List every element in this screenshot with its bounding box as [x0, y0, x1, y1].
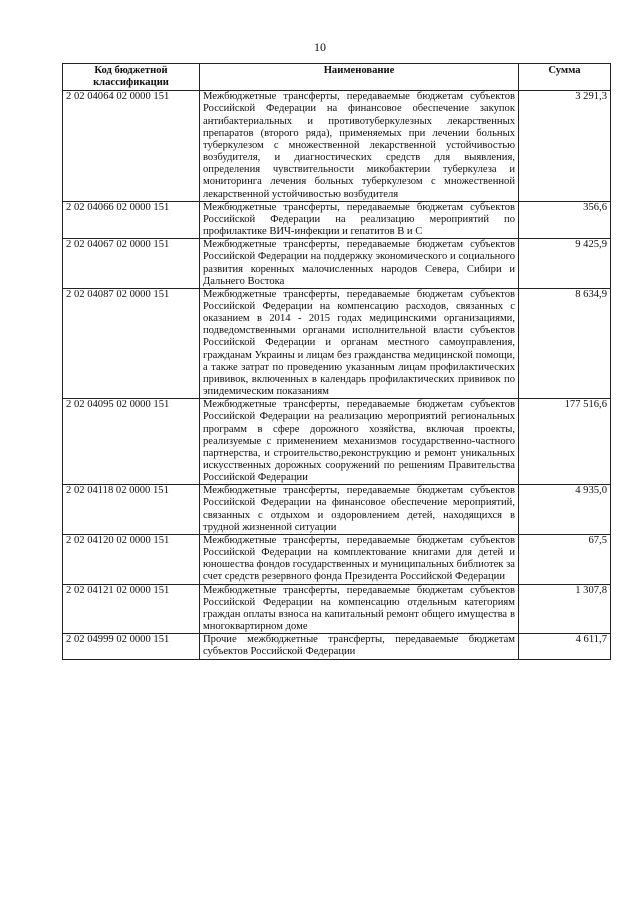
row-sum: 4 935,0	[519, 485, 611, 535]
header-code: Код бюджетной классификации	[63, 64, 200, 91]
table-row	[63, 534, 611, 584]
table-row	[63, 634, 611, 659]
row-sum: 356,6	[519, 201, 611, 238]
row-name: Межбюджетные трансферты, передаваемые бюджетам субъектов Российской Федерации на поддержку экономического и социального развития коренных малочисленных народов Севера, Сибири и Дальнего Востока	[200, 239, 519, 289]
row-code: 2 02 04067 02 0000 151	[63, 239, 200, 289]
table-header-row	[63, 64, 611, 91]
row-code: 2 02 04064 02 0000 151	[63, 91, 200, 201]
header-sum: Сумма	[519, 64, 611, 91]
row-name: Межбюджетные трансферты, передаваемые бюджетам субъектов Российской Федерации на компенсацию расходов, связанных с оказанием в 2014 - 2015 годах медицинскими организациями, подведомственными органами исполнительной власти субъектов Российской Федерации и органам местного самоуправления, гражданам Украины и лицам без гражданства медицинской помощи, а также затрат по проведению указанным лицам профилактических прививок, включенных в календарь профилактических прививок по эпидемическим показаниям	[200, 288, 519, 398]
row-code: 2 02 04118 02 0000 151	[63, 485, 200, 535]
page-number: 10	[314, 40, 326, 54]
row-sum: 8 634,9	[519, 288, 611, 398]
row-code: 2 02 04095 02 0000 151	[63, 399, 200, 485]
row-code: 2 02 04120 02 0000 151	[63, 534, 200, 584]
row-name: Прочие межбюджетные трансферты, передаваемые бюджетам субъектов Российской Федерации	[200, 634, 519, 659]
table-row	[63, 201, 611, 238]
header-name: Наименование	[200, 64, 519, 91]
row-sum: 4 611,7	[519, 634, 611, 659]
row-code: 2 02 04087 02 0000 151	[63, 288, 200, 398]
row-name: Межбюджетные трансферты, передаваемые бюджетам субъектов Российской Федерации на компенсацию отдельным категориям граждан оплаты взноса на капитальный ремонт общего имущества в многоквартирном доме	[200, 584, 519, 634]
table-row	[63, 91, 611, 201]
row-sum: 67,5	[519, 534, 611, 584]
table-row	[63, 485, 611, 535]
row-code: 2 02 04066 02 0000 151	[63, 201, 200, 238]
row-name: Межбюджетные трансферты, передаваемые бюджетам субъектов Российской Федерации на финансовое обеспечение закупок антибактериальных и противотуберкулезных лекарственных препаратов (второго ряда), применяемых при лечении больных туберкулезом с множественной лекарственной устойчивостью возбудителя, и диагностических средств для выявления, определения чувствительности микобактерии туберкулеза и мониторинга лечения больных туберкулезом с множественной лекарственной устойчивостью возбудителя	[200, 91, 519, 201]
table-row	[63, 584, 611, 634]
row-name: Межбюджетные трансферты, передаваемые бюджетам субъектов Российской Федерации на реализацию мероприятий по профилактике ВИЧ-инфекции и гепатитов В и С	[200, 201, 519, 238]
budget-table	[62, 63, 611, 660]
table-row	[63, 239, 611, 289]
row-sum: 177 516,6	[519, 399, 611, 485]
row-name: Межбюджетные трансферты, передаваемые бюджетам субъектов Российской Федерации на реализацию мероприятий региональных программ в сфере дорожного хозяйства, включая проекты, реализуемые с применением механизмов государственно-частного партнерства, и строительство,реконструкцию и ремонт уникальных искусственных дорожных сооружений по решениям Правительства Российской Федерации	[200, 399, 519, 485]
row-code: 2 02 04121 02 0000 151	[63, 584, 200, 634]
row-sum: 9 425,9	[519, 239, 611, 289]
table-row	[63, 288, 611, 398]
table-row	[63, 399, 611, 485]
row-name: Межбюджетные трансферты, передаваемые бюджетам субъектов Российской Федерации на финансовое обеспечение мероприятий, связанных с отдыхом и оздоровлением детей, находящихся в трудной жизненной ситуации	[200, 485, 519, 535]
row-code: 2 02 04999 02 0000 151	[63, 634, 200, 659]
row-sum: 3 291,3	[519, 91, 611, 201]
row-name: Межбюджетные трансферты, передаваемые бюджетам субъектов Российской Федерации на комплектование книгами для детей и юношества фондов государственных и муниципальных библиотек за счет средств резервного фонда Президента Российской Федерации	[200, 534, 519, 584]
row-sum: 1 307,8	[519, 584, 611, 634]
